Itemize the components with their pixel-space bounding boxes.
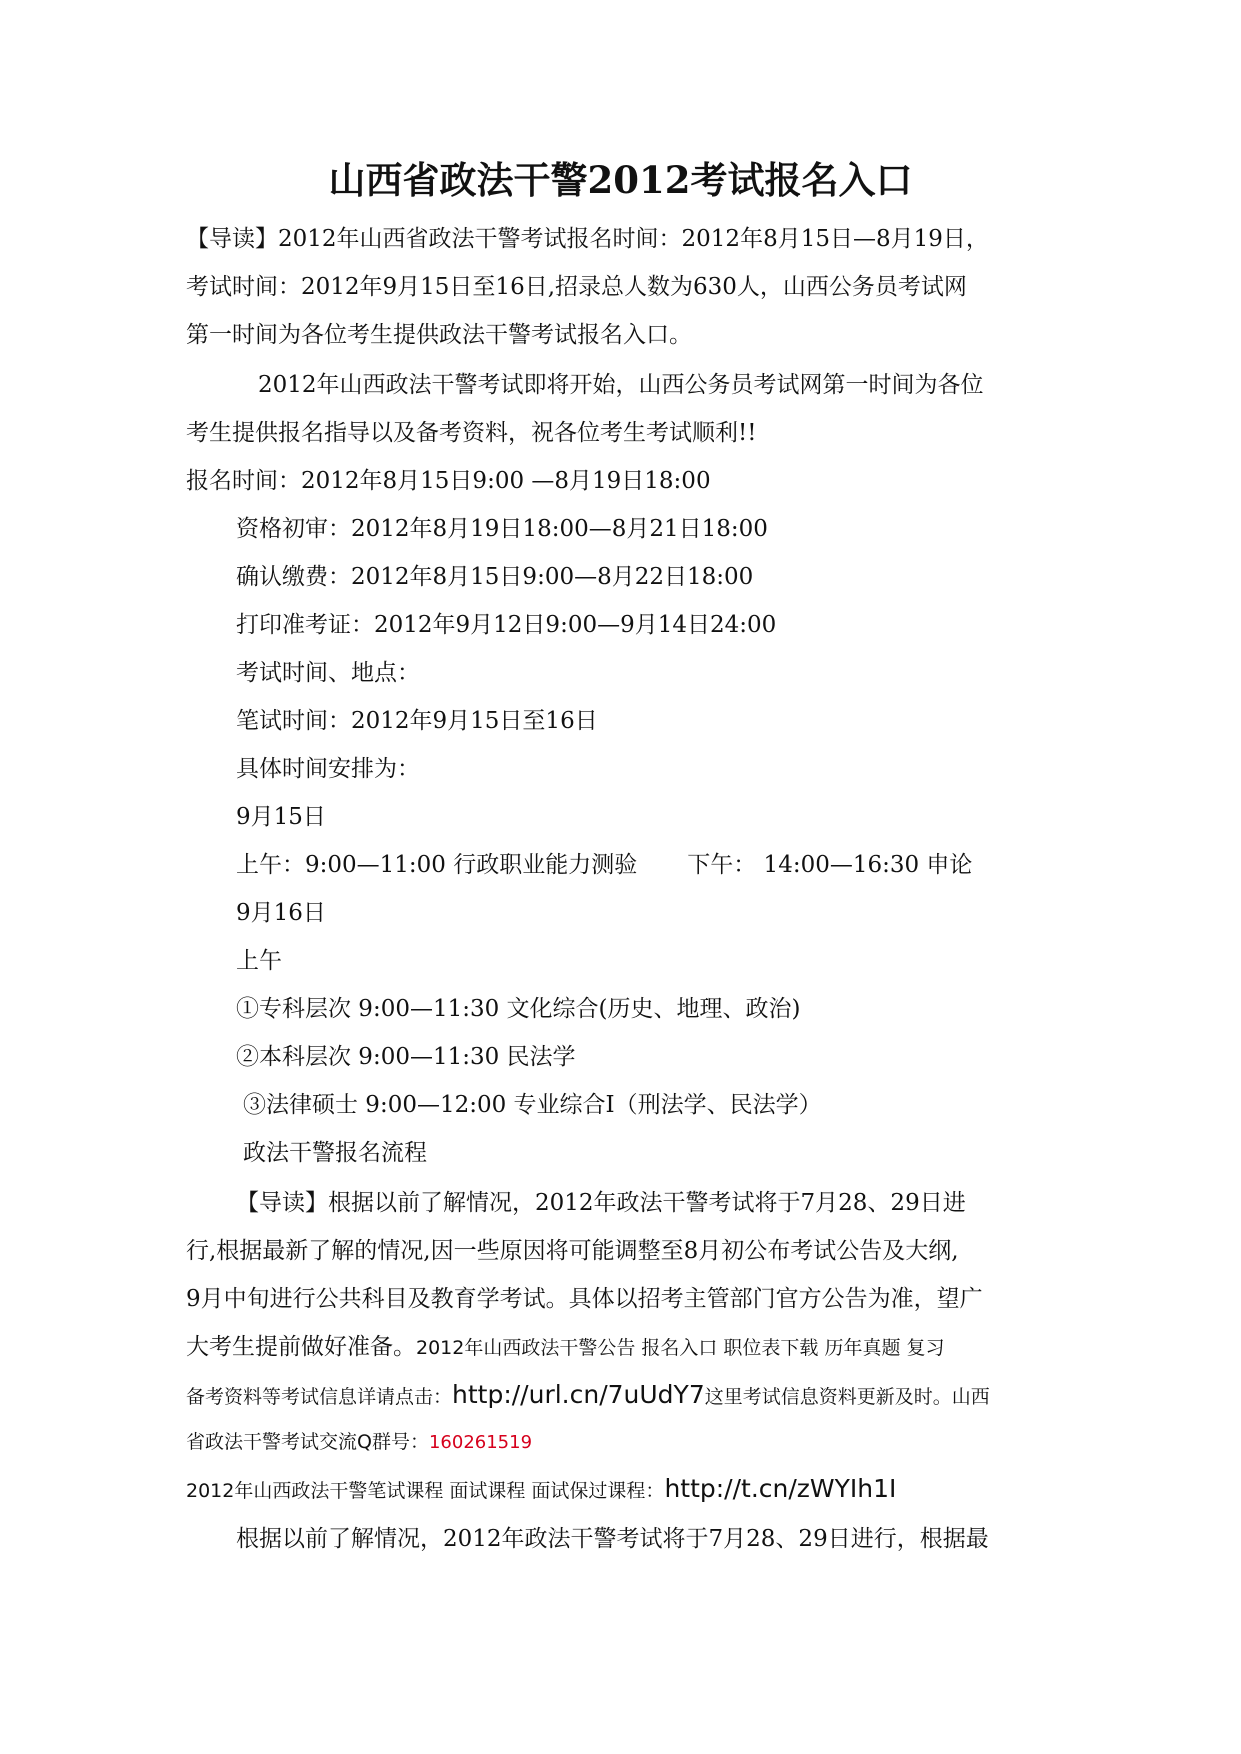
day1-morning: 上午：9:00—11:00 行政职业能力测验: [236, 852, 638, 878]
review-time: 资格初审：2012年8月19日18:00—8月21日18:00: [236, 516, 768, 542]
para2-line-2: 行,根据最新了解的情况,因一些原因将可能调整至8月初公布考试公告及大纲,: [186, 1238, 959, 1264]
intro-line-3: 第一时间为各位考生提供政法干警考试报名入口。: [186, 322, 692, 348]
courses-link[interactable]: http://t.cn/zWYIh1I: [664, 1474, 897, 1503]
qq-group-label: 省政法干警考试交流Q群号：: [186, 1431, 429, 1453]
para1-line-1: 2012年山西政法干警考试即将开始，山西公务员考试网第一时间为各位: [258, 372, 984, 398]
para2-line-5-text: 备考资料等考试信息详请点击：: [186, 1386, 453, 1408]
para2-line-6: [186, 1424, 532, 1460]
exam-item-2: ②本科层次 9:00—11:30 民法学: [236, 1044, 576, 1070]
info-link[interactable]: http://url.cn/7uUdY7: [452, 1380, 705, 1409]
page-title: 山西省政法干警2012考试报名入口: [328, 158, 913, 202]
exam-item-1: ①专科层次 9:00—11:30 文化综合(历史、地理、政治): [236, 996, 801, 1022]
para2-line-1: 【导读】根据以前了解情况，2012年政法干警考试将于7月28、29日进: [236, 1190, 966, 1216]
day1-date: 9月15日: [236, 804, 326, 830]
para2-line-4-links: 2012年山西政法干警公告 报名入口 职位表下载 历年真题 复习: [416, 1337, 945, 1359]
exam-item-3: ③法律硕士 9:00—12:00 专业综合Ⅰ（刑法学、民法学）: [243, 1092, 822, 1118]
courses-text: 2012年山西政法干警笔试课程 面试课程 面试保过课程：: [186, 1480, 665, 1502]
day2-date: 9月16日: [236, 900, 326, 926]
registration-time: 报名时间：2012年8月15日9:00 —8月19日18:00: [186, 468, 711, 494]
courses-line: [186, 1472, 896, 1508]
written-exam-time: 笔试时间：2012年9月15日至16日: [236, 708, 598, 734]
para3-line-1: 根据以前了解情况，2012年政法干警考试将于7月28、29日进行，根据最: [236, 1526, 989, 1552]
exam-time-place-heading: 考试时间、地点：: [236, 660, 420, 686]
intro-line-1: 【导读】2012年山西省政法干警考试报名时间：2012年8月15日—8月19日，: [186, 226, 989, 252]
para2-line-4: [186, 1330, 945, 1365]
day2-morning: 上午: [236, 948, 282, 974]
day1-schedule: [236, 848, 972, 882]
registration-process-heading: 政法干警报名流程: [243, 1140, 427, 1166]
para1-line-2: 考生提供报名指导以及备考资料，祝各位考生考试顺利!!: [186, 420, 757, 446]
payment-time: 确认缴费：2012年8月15日9:00—8月22日18:00: [236, 564, 754, 590]
admission-ticket-time: 打印准考证：2012年9月12日9:00—9月14日24:00: [236, 612, 777, 638]
para2-line-5-tail: 这里考试信息资料更新及时。山西: [704, 1386, 990, 1408]
para2-line-5: [186, 1378, 990, 1414]
para2-line-3: 9月中旬进行公共科目及教育学考试。具体以招考主管部门官方公告为准，望广: [186, 1286, 983, 1312]
qq-group-number: 160261519: [428, 1432, 533, 1453]
intro-line-2: 考试时间：2012年9月15日至16日,招录总人数为630人，山西公务员考试网: [186, 274, 967, 300]
para2-line-4-main: 大考生提前做好准备。: [186, 1334, 416, 1360]
arrangement-heading: 具体时间安排为：: [236, 756, 420, 782]
day1-afternoon: 下午： 14:00—16:30 申论: [687, 852, 973, 878]
